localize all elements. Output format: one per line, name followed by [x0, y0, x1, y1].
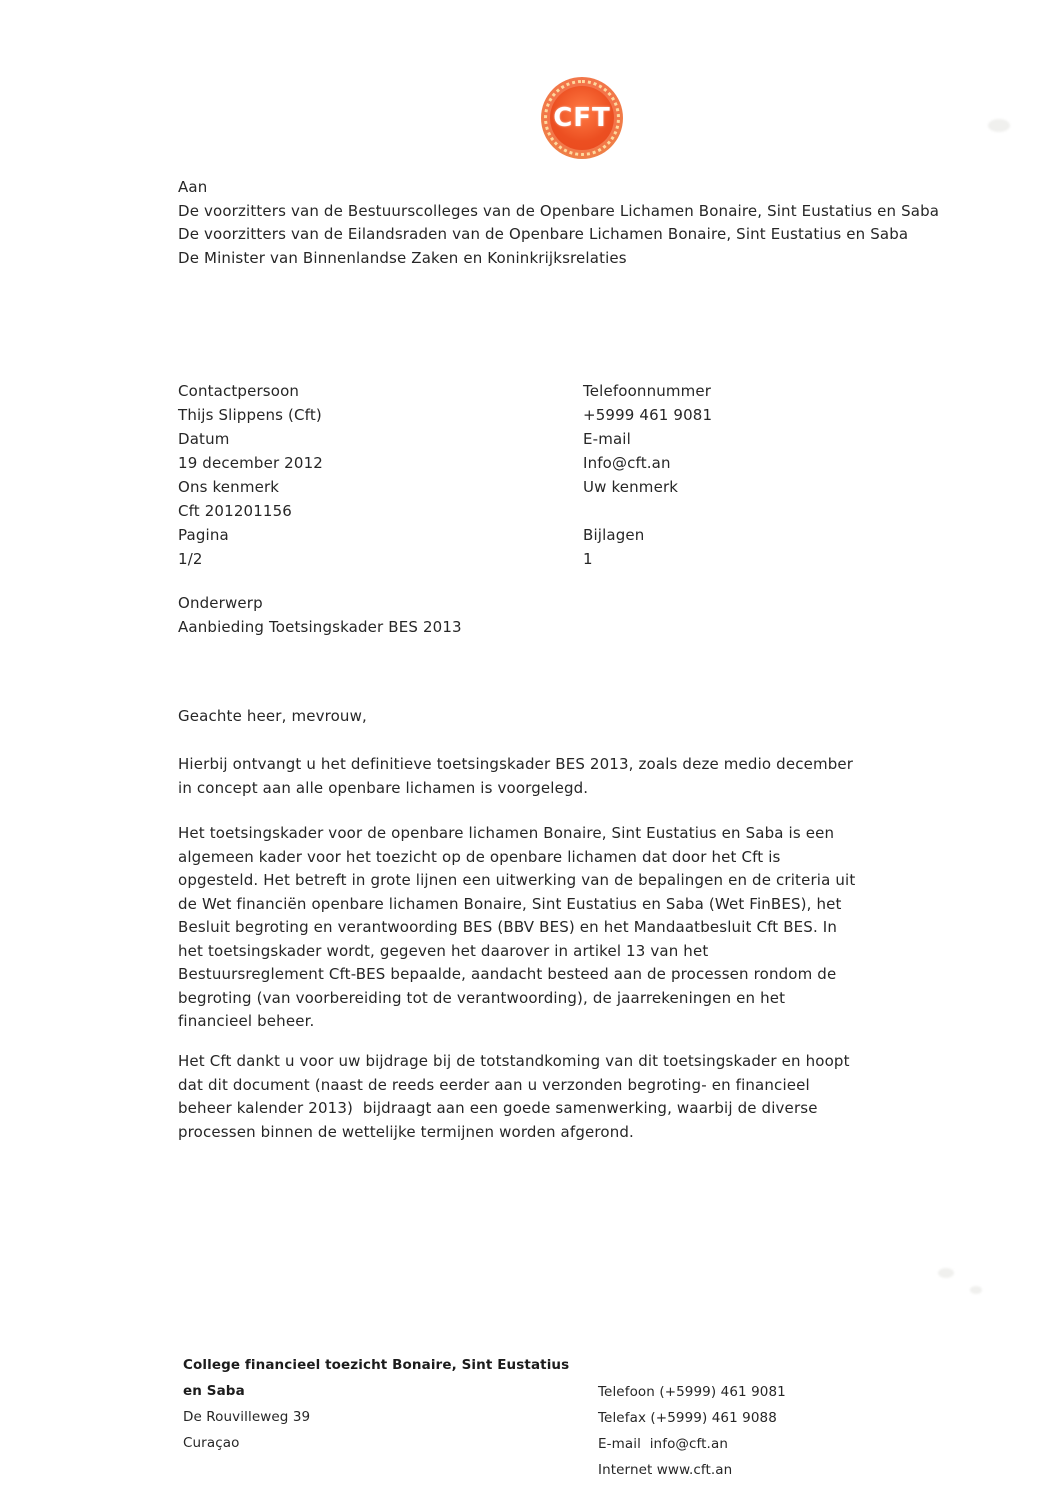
recipient-line: De Minister van Binnenlandse Zaken en Koninkrijksrelaties — [178, 248, 627, 267]
footer-org-name-line1: College financieel toezicht Bonaire, Sint Eustatius — [183, 1357, 570, 1373]
salutation — [178, 705, 367, 729]
recipient-line: De voorzitters van de Eilandsraden van de Openbare Lichamen Bonaire, Sint Eustatius en Saba — [178, 225, 909, 243]
scan-smudge — [970, 1286, 982, 1294]
cft-logo-inner-disc — [550, 86, 614, 150]
attachments-label: Bijlagen — [583, 526, 645, 544]
paragraph-line: Bestuursreglement Cft-BES bepaalde, aandacht besteed aan de processen rondom de — [178, 965, 837, 983]
our-reference-label: Ons kenmerk — [178, 478, 280, 496]
paragraph-line: opgesteld. Het betreft in grote lijnen een uitwerking van de bepalingen en de criteria uit — [178, 871, 856, 889]
paragraph-line: Het toetsingskader voor de openbare lichamen Bonaire, Sint Eustatius en Saba is een — [178, 824, 835, 842]
footer-street: De Rouvilleweg 39 — [183, 1409, 311, 1425]
paragraph-line: dat dit document (naast de reeds eerder aan u verzonden begroting- en financieel — [178, 1075, 810, 1094]
meta-left-column — [178, 379, 323, 571]
subject-label: Onderwerp — [178, 594, 263, 612]
paragraph-1 — [178, 753, 853, 800]
page-label: Pagina — [178, 526, 229, 544]
page-value: 1/2 — [178, 550, 203, 568]
footer-phone: Telefoon (+5999) 461 9081 — [598, 1384, 786, 1400]
paragraph-line: algemeen kader voor het toezicht op de openbare lichamen dat door het Cft is — [178, 847, 781, 866]
recipient-address-block — [178, 176, 939, 270]
footer-email: E-mail info@cft.an — [598, 1436, 728, 1452]
your-reference-label: Uw kenmerk — [583, 478, 679, 496]
paragraph-line: in concept aan alle openbare lichamen is voorgelegd. — [178, 778, 589, 797]
footer-organization-block — [183, 1352, 569, 1456]
paragraph-line: financieel beheer. — [178, 1012, 315, 1030]
contactperson-label: Contactpersoon — [178, 382, 300, 400]
paragraph-line: Het Cft dankt u voor uw bijdrage bij de totstandkoming van dit toetsingskader en hoopt — [178, 1052, 850, 1070]
your-reference-value — [583, 499, 712, 523]
footer-website: Internet www.cft.an — [598, 1462, 733, 1478]
our-reference-value: Cft 201201156 — [178, 502, 292, 520]
cft-logo — [541, 77, 623, 159]
paragraph-line: begroting (van voorbereiding tot de verantwoording), de jaarrekeningen en het — [178, 988, 786, 1007]
paragraph-2 — [178, 822, 855, 1034]
paragraph-line: Hierbij ontvangt u het definitieve toetsingskader BES 2013, zoals deze medio december — [178, 755, 854, 773]
footer-city: Curaçao — [183, 1435, 240, 1451]
paragraph-line: Besluit begroting en verantwoording BES (BBV BES) en het Mandaatbesluit Cft BES. In — [178, 918, 838, 936]
email-value: Info@cft.an — [583, 454, 671, 472]
paragraph-line: beheer kalender 2013) bijdraagt aan een goede samenwerking, waarbij de diverse — [178, 1099, 818, 1117]
phone-value: +5999 461 9081 — [583, 406, 713, 424]
paragraph-line: processen binnen de wettelijke termijnen worden afgerond. — [178, 1122, 634, 1141]
salutation-text: Geachte heer, mevrouw, — [178, 707, 367, 725]
paragraph-line: de Wet financiën openbare lichamen Bonaire, Sint Eustatius en Saba (Wet FinBES), het — [178, 894, 842, 913]
phone-label: Telefoonnummer — [583, 382, 712, 400]
paragraph-line: het toetsingskader wordt, gegeven het daarover in artikel 13 van het — [178, 941, 709, 960]
recipient-line: De voorzitters van de Bestuurscolleges van de Openbare Lichamen Bonaire, Sint Eustatius en Saba — [178, 201, 940, 220]
contactperson-value: Thijs Slippens (Cft) — [178, 406, 322, 424]
date-label: Datum — [178, 430, 230, 448]
attachments-value: 1 — [583, 550, 593, 568]
scan-smudge — [988, 119, 1010, 132]
meta-right-column — [583, 379, 712, 571]
email-label: E-mail — [583, 430, 631, 448]
subject-block — [178, 592, 462, 639]
recipient-label: Aan — [178, 178, 208, 196]
cft-logo-text: CFT — [553, 103, 611, 133]
scan-smudge — [938, 1268, 954, 1278]
footer-fax: Telefax (+5999) 461 9088 — [598, 1410, 777, 1426]
footer-contact-block — [598, 1379, 786, 1483]
subject-value: Aanbieding Toetsingskader BES 2013 — [178, 617, 462, 636]
date-value: 19 december 2012 — [178, 454, 323, 472]
paragraph-3 — [178, 1050, 850, 1144]
footer-org-name-line2: en Saba — [183, 1383, 245, 1399]
